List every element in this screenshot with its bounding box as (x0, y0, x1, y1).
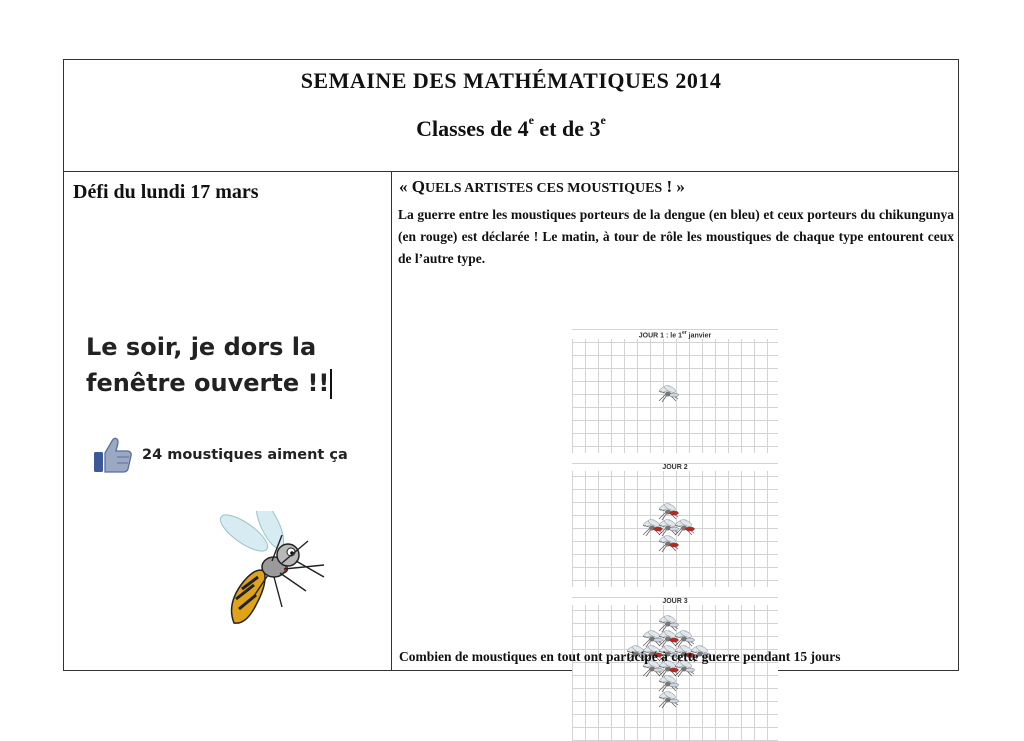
text-cursor (330, 369, 332, 399)
left-cell (64, 171, 392, 670)
day-2-label: JOUR 2 (572, 464, 778, 471)
mosquito-icon (656, 689, 680, 709)
like-row (92, 433, 382, 477)
challenge-title: « QUELS ARTISTES CES MOUSTIQUES ! » (399, 177, 685, 196)
post-text: Le soir, je dors la fenêtre ouverte !! (86, 329, 366, 401)
page-title: SEMAINE DES MATHÉMATIQUES 2014 (300, 68, 722, 93)
like-count-text: 24 moustiques aiment ça (142, 447, 348, 463)
challenge-question: Combien de moustiques en tout ont participé à cette guerre pendant 15 jours (399, 649, 841, 664)
day-1-label: JOUR 1 : le 1er janvier (572, 330, 778, 339)
mosquito-icon (656, 383, 680, 403)
page-subtitle: Classes de 4e et de 3e (416, 113, 606, 141)
header-cell (64, 60, 958, 172)
day-3-panel (572, 597, 778, 741)
day-2-panel (572, 463, 778, 587)
day-3-label: JOUR 3 (572, 598, 778, 605)
day-1-panel (572, 329, 778, 453)
mosquito-illustration (212, 511, 382, 641)
thumbs-up-icon (92, 435, 134, 475)
right-cell (391, 171, 958, 670)
challenge-intro: La guerre entre les moustiques porteurs de la dengue (en bleu) et ceux porteurs du chikungunya (en rouge) est déclarée ! Le matin, à tour de rôle les moustiques de chaque type entourent ceux de l’autre type. (398, 207, 954, 266)
document-frame (63, 59, 959, 671)
challenge-date: Défi du lundi 17 mars (73, 181, 259, 203)
mosquito-icon (656, 533, 680, 553)
